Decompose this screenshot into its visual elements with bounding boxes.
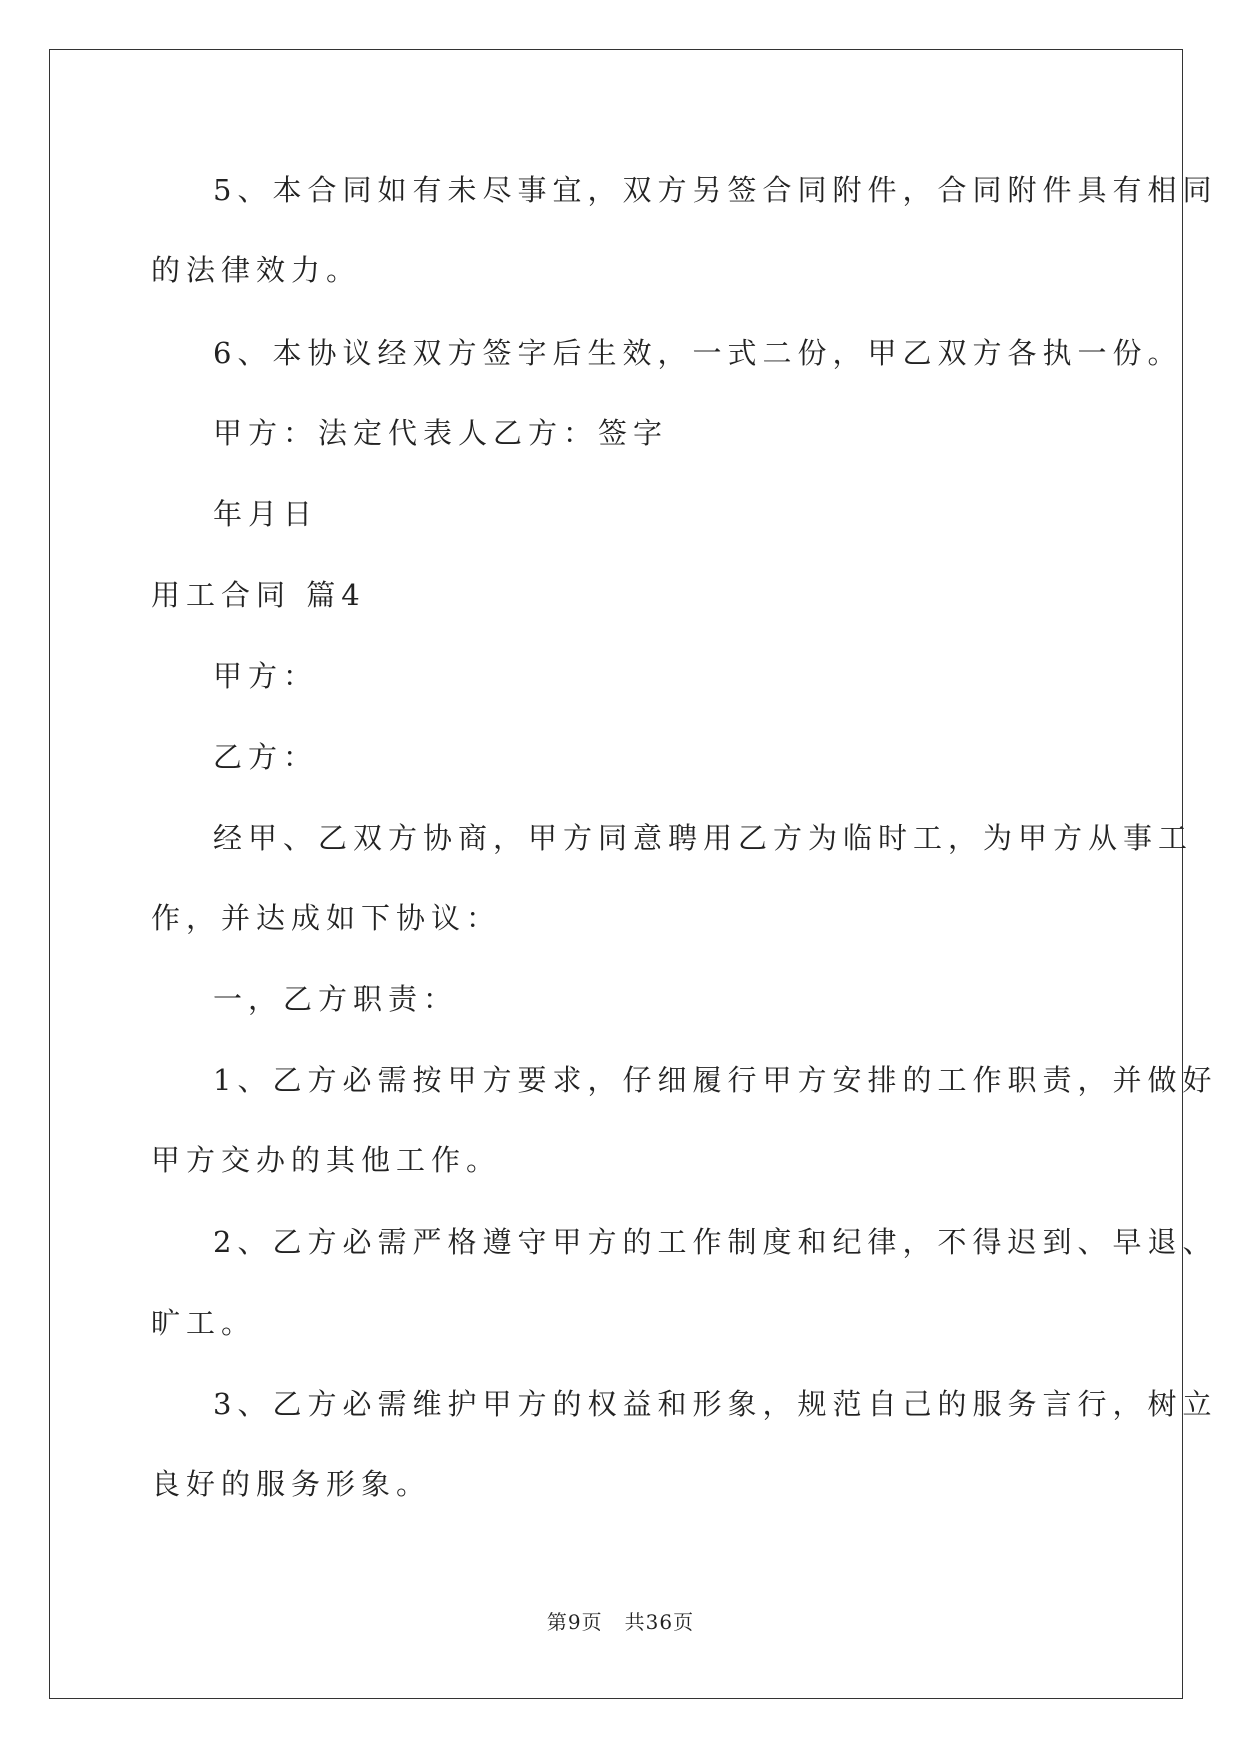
section-heading: 用工合同 篇4 <box>151 578 366 612</box>
party-b-line: 乙方： <box>213 740 319 774</box>
paragraph-duty-1-cont: 甲方交办的其他工作。 <box>151 1143 502 1177</box>
paragraph-duty-3-cont: 良好的服务形象。 <box>151 1467 432 1501</box>
page-footer: 第9页 共36页 <box>546 1610 695 1634</box>
paragraph-duty-2-cont: 旷工。 <box>151 1306 257 1340</box>
paragraph-duty-1: 1、乙方必需按甲方要求，仔细履行甲方安排的工作职责，并做好 <box>213 1063 1218 1097</box>
paragraph-clause-5-cont: 的法律效力。 <box>151 253 362 287</box>
paragraph-clause-5: 5、本合同如有未尽事宜，双方另签合同附件，合同附件具有相同 <box>213 173 1218 207</box>
duties-heading: 一，乙方职责： <box>213 982 459 1016</box>
paragraph-agreement-cont: 作，并达成如下协议： <box>151 901 502 935</box>
paragraph-agreement: 经甲、乙双方协商，甲方同意聘用乙方为临时工，为甲方从事工 <box>213 821 1194 855</box>
party-a-line: 甲方： <box>213 659 319 693</box>
paragraph-duty-3: 3、乙方必需维护甲方的权益和形象，规范自己的服务言行，树立 <box>213 1387 1218 1421</box>
signature-line: 甲方：法定代表人乙方：签字 <box>213 416 669 450</box>
paragraph-clause-6: 6、本协议经双方签字后生效，一式二份，甲乙双方各执一份。 <box>213 336 1183 370</box>
page-border <box>49 49 1183 1699</box>
paragraph-duty-2: 2、乙方必需严格遵守甲方的工作制度和纪律，不得迟到、早退、 <box>213 1225 1218 1259</box>
date-line: 年月日 <box>213 497 319 531</box>
